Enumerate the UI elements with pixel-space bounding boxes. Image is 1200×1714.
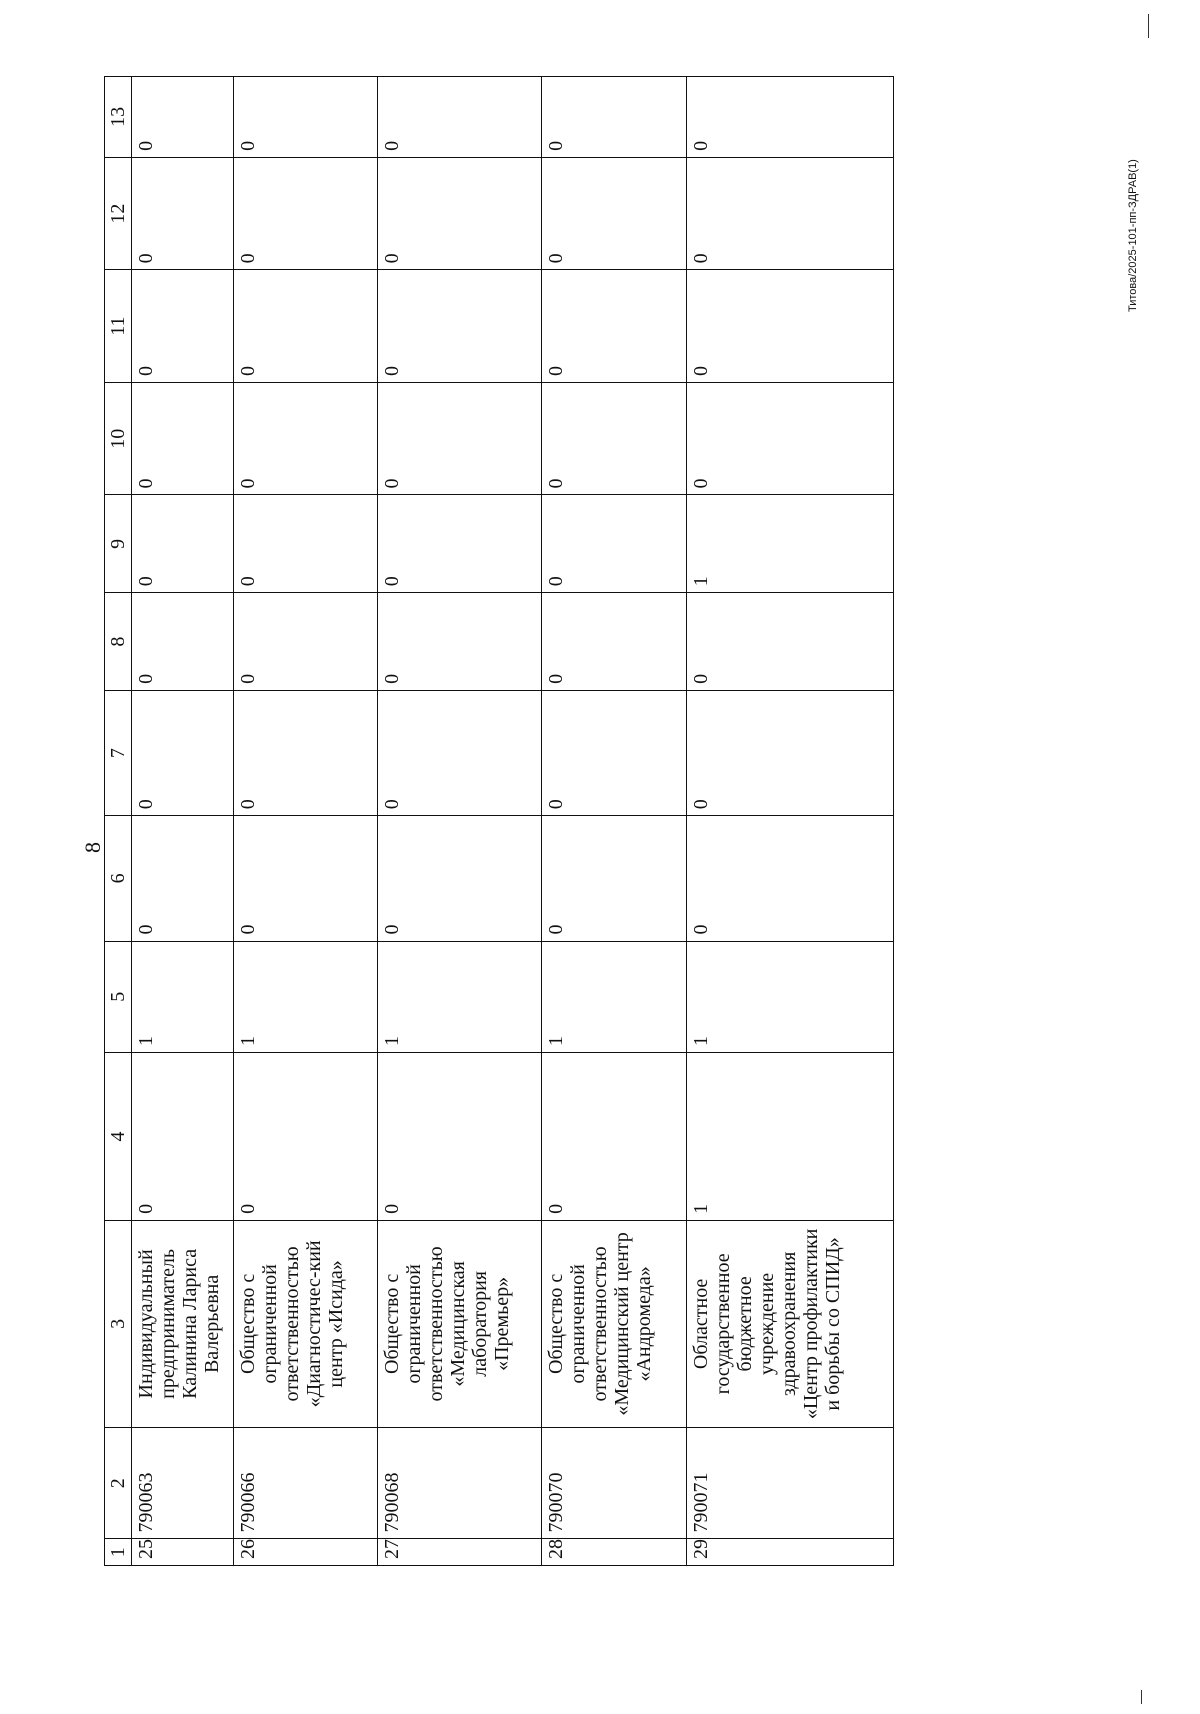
cell-value: 0 (686, 816, 893, 941)
cell-value: 0 (377, 1053, 541, 1221)
row-number: 29 (686, 1539, 893, 1566)
row-organization: Общество с ограниченной ответственностью «Медицинская лаборатория «Премьер» (377, 1220, 541, 1427)
table-row (686, 77, 893, 1566)
col-header: 11 (105, 270, 132, 383)
cell-value: 0 (541, 382, 686, 495)
rotated-table-wrapper (104, 76, 894, 1566)
col-header: 1 (105, 1539, 132, 1566)
cell-value: 0 (686, 593, 893, 691)
scan-mark (1148, 14, 1149, 38)
cell-value: 0 (377, 157, 541, 270)
cell-value: 0 (132, 593, 234, 691)
col-header: 5 (105, 941, 132, 1053)
col-header: 7 (105, 690, 132, 815)
cell-value: 0 (377, 270, 541, 383)
cell-value: 0 (132, 816, 234, 941)
cell-value: 0 (686, 270, 893, 383)
cell-value: 0 (686, 690, 893, 815)
cell-value: 0 (132, 157, 234, 270)
row-code: 790066 (234, 1427, 378, 1539)
cell-value: 0 (234, 270, 378, 383)
page-number: 8 (80, 842, 105, 853)
cell-value: 0 (377, 382, 541, 495)
cell-value: 0 (377, 816, 541, 941)
cell-value: 0 (132, 77, 234, 158)
footer-document-code: Титова/2025-101-пп-ЗДРАВ(1) (1127, 159, 1139, 312)
row-number: 25 (132, 1539, 234, 1566)
row-organization: Общество с ограниченной ответственностью «Диагностичес-кий центр «Исида» (234, 1220, 378, 1427)
cell-value: 0 (132, 382, 234, 495)
row-code: 790068 (377, 1427, 541, 1539)
cell-value: 1 (377, 941, 541, 1053)
cell-value: 0 (234, 593, 378, 691)
cell-value: 0 (541, 816, 686, 941)
cell-value: 0 (541, 157, 686, 270)
cell-value: 0 (234, 1053, 378, 1221)
cell-value: 0 (234, 690, 378, 815)
cell-value: 0 (541, 1053, 686, 1221)
cell-value: 0 (377, 593, 541, 691)
col-header: 9 (105, 495, 132, 593)
cell-value: 0 (541, 270, 686, 383)
cell-value: 0 (234, 77, 378, 158)
col-header: 6 (105, 816, 132, 941)
cell-value: 0 (686, 157, 893, 270)
table-row (377, 77, 541, 1566)
col-header: 10 (105, 382, 132, 495)
cell-value: 0 (377, 690, 541, 815)
cell-value: 1 (541, 941, 686, 1053)
col-header: 2 (105, 1427, 132, 1539)
data-table (104, 76, 894, 1566)
cell-value: 1 (234, 941, 378, 1053)
cell-value: 1 (686, 1053, 893, 1221)
cell-value: 1 (686, 941, 893, 1053)
col-header: 8 (105, 593, 132, 691)
col-header: 4 (105, 1053, 132, 1221)
cell-value: 0 (234, 382, 378, 495)
col-header: 13 (105, 77, 132, 158)
row-code: 790071 (686, 1427, 893, 1539)
cell-value: 0 (686, 382, 893, 495)
scan-mark (1141, 1690, 1142, 1704)
row-organization: Областное государственное бюджетное учреждение здравоохранения «Центр профилактики и борьбы со СПИД» (686, 1220, 893, 1427)
table-row (541, 77, 686, 1566)
table-row (132, 77, 234, 1566)
cell-value: 0 (234, 157, 378, 270)
row-organization: Общество с ограниченной ответственностью «Медицинский центр «Андромеда» (541, 1220, 686, 1427)
cell-value: 0 (377, 77, 541, 158)
row-number: 27 (377, 1539, 541, 1566)
cell-value: 0 (132, 495, 234, 593)
cell-value: 0 (377, 495, 541, 593)
cell-value: 0 (541, 495, 686, 593)
row-code: 790070 (541, 1427, 686, 1539)
cell-value: 0 (132, 1053, 234, 1221)
cell-value: 0 (234, 495, 378, 593)
col-header: 3 (105, 1220, 132, 1427)
cell-value: 1 (686, 495, 893, 593)
cell-value: 0 (541, 593, 686, 691)
cell-value: 0 (132, 690, 234, 815)
cell-value: 1 (132, 941, 234, 1053)
col-header: 12 (105, 157, 132, 270)
row-number: 26 (234, 1539, 378, 1566)
cell-value: 0 (686, 77, 893, 158)
header-row (105, 77, 132, 1566)
cell-value: 0 (541, 77, 686, 158)
row-code: 790063 (132, 1427, 234, 1539)
table-row (234, 77, 378, 1566)
cell-value: 0 (234, 816, 378, 941)
row-organization: Индивидуальный предприниматель Калинина Лариса Валерьевна (132, 1220, 234, 1427)
row-number: 28 (541, 1539, 686, 1566)
cell-value: 0 (132, 270, 234, 383)
cell-value: 0 (541, 690, 686, 815)
